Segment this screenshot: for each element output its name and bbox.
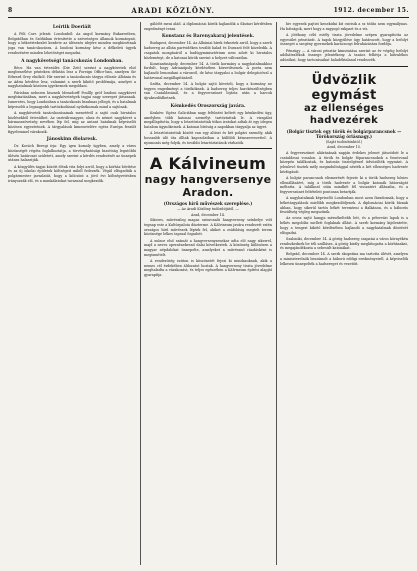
page-header [8,4,409,16]
article-paragraph: hiv egyesek pajtist kenekidni kit csirisik a sz tódás nem egymálynas. Ha bátságok, mert hogy a ragyogó rakpart és a víz. [280,22,408,31]
feature-headline-line2: az ellenséges hadvezérek [303,102,385,126]
article-heading: A nagykövetségi tanácskozás Londonban. [21,58,123,64]
article-paragraph: A műsor első számát a hangversenyzenekar adta elő nagy sikerrel, majd a neves operaénekesnő dalai következtek. A közönség különösen a magyar népdalokat ünnepelte, amelyeket a művésznő ráadásként is megismételt. [144,238,272,257]
feature-subheading: (Országos hírű művészek szereplése.) [163,201,253,207]
article-paragraph: gálódtt meni alád. A diplomáciai körök hajlandók a Skutari kérdésben engedményt tenni. [144,22,272,31]
column-3 [280,22,408,565]
column-divider [276,22,277,565]
article-paragraph: Belgrád, december 14. A szerb skupstina ma tartotta ülését, amelyen a miniszterelnök beszámolt a háború eddigi eredményeiről. A képviselők lelkesen ünnepelték a hadsereget és vezetőit. [280,252,408,266]
feature-headline: A Kálvineum [149,154,267,174]
article-paragraph: A Pöli Corr. jelenti: Londonból: Az angol kormány Bukarestben, Belgrádban és Szófiában értesítette a szövetséges államok kormányait, hogy a békeértekezlet kezdete az ülésezés idejére minden megbízottnak joga van tanácskozásra. A londoni kormány kész a délkeleti ügyek rendezésére minden lehetőséget megadni. [8,32,136,55]
article-heading: Leírtik Doeriáit [52,25,92,30]
article-paragraph: A bolgár parancsnok elismerését fejezte ki a török hadsereg hősies ellenállásáért, míg a török hadvezér a bolgár katonák bátorságát méltatta. A találkozó után mindkét fél visszatért állásaiba, és a fegyverszünet feltételeit pontosan betartják. [280,175,408,194]
feature-subheading: (Bolgár tisztek egy török és bolgárparancsnok — Törökország óriásnagy.) [286,128,402,139]
feature-dateline: Arad, december 15. [327,145,361,150]
issue-date: 1912. december 15. [333,6,409,14]
article-heading: Konstanz és Barenyakaraj jelentések. [161,34,255,40]
article-paragraph: A közgyűlés tagjai között élénk vita folyt arról, hogy a kórház bővítése és az új iskolai épületek költségeit miből fedezzék. Végül elfogadták a polgármester javaslatát, hogy a kölcsönt a jövő évi költségvetésben irányozzák elő, és a munkálatokat tavasszal megkezdik. [8,164,136,183]
article-paragraph: A jótékony célú estély tiszta jövedelme szépen gyarapította az egyesület pénztárát. A tagok közgyűlése úgy határozott, hogy a befolyt összeget a szegény gyermekek karácsonyi felruházására fordítja. [280,32,408,47]
article-paragraph: Budapest, december 14. Az Albániai hírek érkeztek arról, hogy a szerb hadsereg az albán partvidéken tovább halad és Durazzó felé közeledik. A csapatok mozgásáról a hadügyminisztérium nem adott ki hivatalos közleményt, de a katonai körök szerint a helyzet változatlan. [144,41,272,60]
article-paragraph: A fegyverszünet aláírásának napján érdekes jelenet játszódott le a csataldzsai vonalon. A török és bolgár főparancsnokok a frontvonal közepén találkoztak, és katonás tisztelgéssel üdvözölték egymást. A jelenlevő tisztek mély megindultsággal nézték a két ellenséges hadvezér kézfogását. [280,150,408,174]
article-paragraph: Bécs: Ha van értesülés (Die Zeit) szerint a nagykövetek első megbeszélése pénteken délután lesz a Foreign Office-ban, amelyen Sir Edward Grey elnököl. Hír szerint a tanácskozás tárgya először Albánia és az Adria kérdése lesz, valamint a szerb kikötő problémája, amelyet a nagyhatalmak közösen igyekeznek megoldani. [8,65,136,89]
article-paragraph: A letartóztatottak között van egy altiszt és két polgári személy, akik hosszabb idő óta álltak kapcsolatban a külföldi kémszervezettel. A nyomozás még folyik, és további letartóztatások várhatók. [144,131,272,145]
header-rule [8,17,409,18]
article-paragraph: Párisban nehezen hisznek Mensdorff Poullly gróf londoni nagykövet megbízatásában, mert a nagykövetségek tagjai nagy szerepet játszanak. Ismeretes, hogy Londonban a tanácskozás bizalmas jellegű, és a hatalmak képviselői a legnagyobb tartózkodással nyilatkoznak mind a sajtónak. [8,90,136,109]
article-paragraph: Szófia, december 14. A bolgár sajtó követeli, hogy a kormány ne tegyen engedményt a törököknek. A hadsereg teljes harckészültségben van Csataldzsánál, és a fegyverszünet lejárta után a harcok újrakezdődhetnek. [144,82,272,101]
article-paragraph: A nagykövetek tanácskozásainak menetéről a sajtó csak hivatalos közlésekből értesülhet. Az osztrák-magyar, olasz és német nagykövet a hármasszövetség nevében lép fel, míg az antant hatalmak képviselői közösen egyeztetnek. A tárgyalások kimenetelére egész Európa feszült figyelemmel várakozik. [8,110,136,134]
newspaper-title: ARADI KÖZLÖNY. [131,5,215,15]
article-paragraph: Szaloniki, december 14. A görög hadsereg csapatai a város környékén rendezkednek be téli szállásra. A görög király meglátogatta a kórházakat, és megajándékozta a sebesült katonákat. [280,236,408,251]
article-paragraph: A rendezőség ezúton is köszönetét fejezi ki mindazoknak, akik a nemes cél érdekében áldozatot hoztak. A hangverseny tiszta jövedelme meghaladta a várakozást, és teljes egészében a Kálvineum építési alapját gyarapítja. [144,258,272,278]
section-divider [280,66,408,67]
article-paragraph: Pénzügy — A városi pénztár kimutatása szerint az év végéig befolyt adóhátralékok összege jelentékeny. A tanács felhívja a hátralékos adózókat, hogy tartozásaikat haladéktalanul rendezzék. [280,48,408,62]
section-divider [144,148,272,149]
feature-headline-line2: nagy hangversenye Aradon. [144,173,272,200]
column-1 [8,22,136,565]
article-paragraph: Kraków: Egész Galiciában nagy feltűnést keltett egy kémkedési ügy, amelyben több katonai személyt tartóztattak le. A vizsgálat megállapította, hogy a letartóztatottak titkos iratokat adtak át egy idegen hatalom ügynökeinek. A katonai bíróság a napokban tárgyalja az ügyet. [144,110,272,129]
column-divider [140,22,141,565]
feature-dateline: Arad, december 14. [191,212,225,217]
article-heading: Kémkedés Oroszország javára. [170,103,246,109]
article-heading: Jánoskinn diolaresk. [46,137,98,143]
article-paragraph: Dr. Kovách Beregi írja: Egy igen komoly ügyben, amely a város közönségét régóta foglalkoztatja, a törvényhatósági bizottság legutóbbi ülésén határozat született, amely szerint a kérdés rendezését az ünnepek utánra halasztják. [8,144,136,163]
article-paragraph: Az orosz sajtó hangja mérsékeltebb lett, és a pétervári lapok is a békés megoldás mellett foglalnak állást. A szerb kormány kijelentette, hogy a tengeri kikötő kérdésében hajlandó a nagyhatalmak döntését elfogadni. [280,216,408,235]
page-number: 8 [8,6,13,14]
feature-byline: — Az Aradi Közlöny tudósítójától. — [177,207,239,212]
column-2 [144,22,272,565]
feature-headline: Üdvözlik egymást [311,72,377,103]
article-paragraph: A nagyhatalmak képviselői Londonban most azon fáradoznak, hogy a béketárgyalások mielőbb megkezdődjenek. A diplomáciai körök bíznak abban, hogy sikerül tartós békét teremteni a Balkánon, és a háborús feszültség végleg megszűnik. [280,196,408,215]
article-paragraph: Konstantinápoly, december 14. A török kormány a nagyhatalmakhoz fordult, hogy Adrianápoly kérdésében közvetítsenek. A porta nem hajlandó lemondani a városról, de kész tárgyalni a bolgár delegációval a határvonal megállapításáról. [144,61,272,80]
feature-byline: (Saját tudósítónktól.) [325,140,363,145]
article-paragraph: Sikeres, művészileg magas színvonalú hangverseny színhelye volt tegnap este a Kultúrpalota díszterme. A Kálvineum javára rendezett estén országos hírű művészek léptek fel, akiket a zsúfolásig megtelt terem közönsége lelkes tapssal fogadott. [144,218,272,237]
